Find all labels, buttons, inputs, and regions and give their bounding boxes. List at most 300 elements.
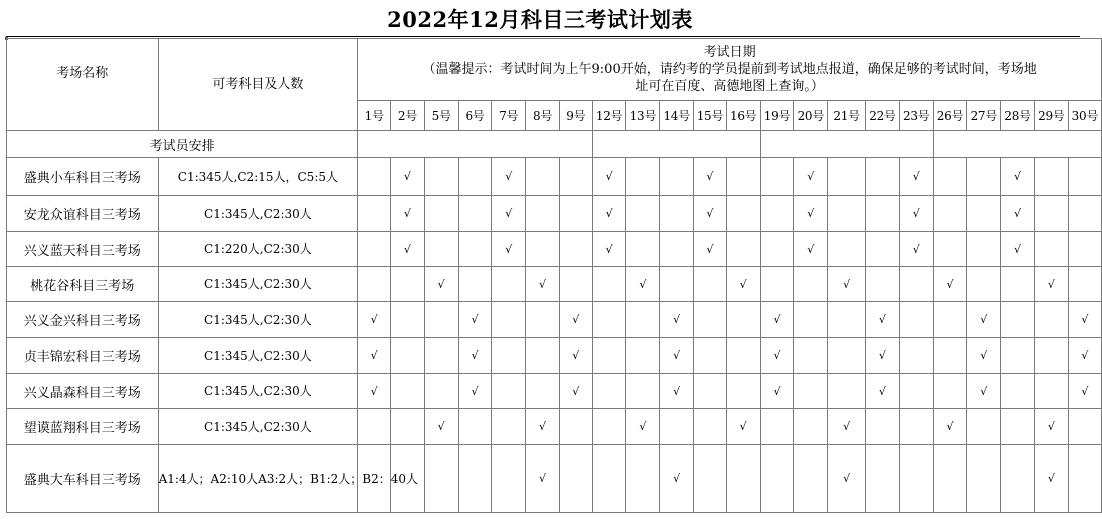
empty-day-cell [358, 158, 391, 196]
exam-day-check [1001, 232, 1035, 267]
empty-day-cell [424, 374, 458, 409]
empty-day-cell [828, 158, 866, 196]
exam-day-check [559, 302, 592, 338]
check-mark-icon: √ [773, 384, 781, 398]
empty-day-cell [526, 338, 560, 374]
empty-day-cell [391, 302, 425, 338]
empty-day-cell [626, 445, 660, 513]
check-mark-icon: √ [946, 420, 954, 433]
day-header: 26号 [933, 101, 967, 131]
empty-day-cell [1068, 409, 1101, 445]
empty-day-cell [967, 267, 1001, 302]
empty-day-cell [899, 374, 933, 409]
empty-day-cell [1068, 158, 1101, 196]
empty-day-cell [492, 445, 526, 513]
empty-day-cell [828, 302, 866, 338]
exam-day-check [899, 232, 933, 267]
check-mark-icon: √ [706, 207, 714, 220]
empty-day-cell [933, 232, 967, 267]
exam-schedule-table [6, 38, 1102, 513]
exam-day-check [424, 267, 458, 302]
day-header: 9号 [559, 101, 592, 131]
empty-day-cell [1001, 267, 1035, 302]
quota-cell: C1:345人,C2:30人 [158, 338, 358, 374]
check-mark-icon: √ [1047, 277, 1055, 291]
empty-day-cell [933, 338, 967, 374]
exam-day-check [592, 158, 626, 196]
exam-day-check [1068, 338, 1101, 374]
day-header: 12号 [592, 101, 626, 131]
check-mark-icon: √ [673, 349, 681, 362]
empty-day-cell [458, 158, 492, 196]
empty-day-cell [424, 158, 458, 196]
empty-day-cell [828, 338, 866, 374]
empty-day-cell [794, 445, 828, 513]
table-row [7, 267, 1102, 302]
empty-day-cell [760, 409, 794, 445]
check-mark-icon: √ [773, 313, 781, 326]
empty-day-cell [391, 338, 425, 374]
exam-day-check [760, 338, 794, 374]
exam-day-check [933, 267, 967, 302]
empty-day-cell [760, 445, 794, 513]
empty-day-cell [424, 445, 458, 513]
site-name-cell: 兴义金兴科目三考场 [7, 302, 159, 338]
empty-day-cell [967, 409, 1001, 445]
empty-day-cell [592, 409, 626, 445]
exam-day-check [660, 302, 694, 338]
day-header: 5号 [424, 101, 458, 131]
table-row [7, 338, 1102, 374]
check-mark-icon: √ [505, 170, 513, 183]
day-header: 1号 [358, 101, 391, 131]
empty-day-cell [358, 267, 391, 302]
check-mark-icon: √ [980, 384, 988, 398]
exam-day-check [559, 338, 592, 374]
empty-day-cell [492, 267, 526, 302]
empty-day-cell [866, 409, 900, 445]
date-title: 考试日期 [703, 45, 756, 60]
exam-day-check [760, 302, 794, 338]
check-mark-icon: √ [403, 170, 411, 183]
empty-day-cell [626, 374, 660, 409]
exam-day-check [967, 338, 1001, 374]
empty-day-cell [1001, 374, 1035, 409]
exam-day-check [726, 267, 760, 302]
empty-day-cell [458, 232, 492, 267]
examiner-cell [760, 131, 933, 158]
empty-day-cell [726, 374, 760, 409]
empty-day-cell [559, 158, 592, 196]
exam-day-check [828, 267, 866, 302]
check-mark-icon: √ [471, 349, 479, 362]
check-mark-icon: √ [370, 384, 378, 398]
empty-day-cell [424, 196, 458, 232]
check-mark-icon: √ [980, 313, 988, 326]
exam-day-check [358, 338, 391, 374]
header-exam-dates [358, 39, 1102, 101]
day-header: 14号 [660, 101, 694, 131]
day-header: 8号 [526, 101, 560, 131]
site-name-cell: 安龙众谊科目三考场 [7, 196, 159, 232]
check-mark-icon: √ [673, 313, 681, 326]
exam-day-check [358, 302, 391, 338]
check-mark-icon: √ [572, 313, 580, 326]
empty-day-cell [933, 196, 967, 232]
empty-day-cell [660, 232, 694, 267]
check-mark-icon: √ [706, 242, 714, 256]
empty-day-cell [933, 302, 967, 338]
empty-day-cell [933, 158, 967, 196]
examiner-cell [592, 131, 760, 158]
empty-day-cell [1034, 374, 1068, 409]
check-mark-icon: √ [471, 313, 479, 326]
exam-day-check [694, 158, 727, 196]
exam-day-check [828, 445, 866, 513]
empty-day-cell [794, 267, 828, 302]
table-row [7, 158, 1102, 196]
check-mark-icon: √ [706, 170, 714, 183]
empty-day-cell [391, 374, 425, 409]
check-mark-icon: √ [912, 242, 920, 256]
check-mark-icon: √ [1014, 170, 1022, 183]
empty-day-cell [1001, 302, 1035, 338]
exam-day-check [391, 158, 425, 196]
day-header: 19号 [760, 101, 794, 131]
exam-day-check [1068, 374, 1101, 409]
day-header: 27号 [967, 101, 1001, 131]
empty-day-cell [866, 158, 900, 196]
exam-day-check [592, 196, 626, 232]
check-mark-icon: √ [437, 277, 445, 291]
empty-day-cell [828, 374, 866, 409]
exam-day-check [458, 338, 492, 374]
exam-day-check [660, 338, 694, 374]
exam-day-check [899, 158, 933, 196]
empty-day-cell [1068, 445, 1101, 513]
empty-day-cell [660, 158, 694, 196]
exam-day-check [526, 445, 560, 513]
day-header: 29号 [1034, 101, 1068, 131]
site-name-cell: 兴义蓝天科目三考场 [7, 232, 159, 267]
exam-day-check [1001, 158, 1035, 196]
empty-day-cell [726, 445, 760, 513]
exam-day-check [424, 409, 458, 445]
examiner-cell [933, 131, 1101, 158]
empty-day-cell [967, 158, 1001, 196]
empty-day-cell [391, 409, 425, 445]
table-row [7, 232, 1102, 267]
quota-cell: C1:345人,C2:30人 [158, 374, 358, 409]
empty-day-cell [899, 302, 933, 338]
empty-day-cell [899, 409, 933, 445]
empty-day-cell [559, 232, 592, 267]
check-mark-icon: √ [843, 277, 851, 291]
empty-day-cell [828, 232, 866, 267]
site-name-cell: 望谟蓝翔科目三考场 [7, 409, 159, 445]
empty-day-cell [458, 267, 492, 302]
check-mark-icon: √ [843, 420, 851, 433]
empty-day-cell [458, 196, 492, 232]
exam-day-check [794, 232, 828, 267]
exam-day-check [1068, 302, 1101, 338]
empty-day-cell [933, 445, 967, 513]
exam-day-check [660, 374, 694, 409]
day-header: 15号 [694, 101, 727, 131]
quota-cell: C1:345人,C2:30人 [158, 409, 358, 445]
check-mark-icon: √ [605, 170, 613, 183]
empty-day-cell [1068, 196, 1101, 232]
empty-day-cell [358, 409, 391, 445]
empty-day-cell [626, 232, 660, 267]
check-mark-icon: √ [505, 242, 513, 256]
empty-day-cell [660, 267, 694, 302]
quota-cell: C1:220人,C2:30人 [158, 232, 358, 267]
empty-day-cell [760, 267, 794, 302]
empty-day-cell [458, 445, 492, 513]
empty-day-cell [559, 409, 592, 445]
empty-day-cell [726, 302, 760, 338]
day-header: 23号 [899, 101, 933, 131]
empty-day-cell [1068, 232, 1101, 267]
check-mark-icon: √ [370, 313, 378, 326]
table-row [7, 445, 1102, 513]
empty-day-cell [1034, 302, 1068, 338]
empty-day-cell [760, 158, 794, 196]
day-header: 7号 [492, 101, 526, 131]
check-mark-icon: √ [807, 170, 815, 183]
empty-day-cell [828, 196, 866, 232]
empty-day-cell [967, 196, 1001, 232]
empty-day-cell [626, 158, 660, 196]
exam-day-check [899, 196, 933, 232]
check-mark-icon: √ [912, 170, 920, 183]
exam-day-check [626, 267, 660, 302]
empty-day-cell [694, 267, 727, 302]
exam-day-check [1034, 409, 1068, 445]
day-header: 6号 [458, 101, 492, 131]
empty-day-cell [592, 267, 626, 302]
empty-day-cell [694, 445, 727, 513]
check-mark-icon: √ [1081, 313, 1089, 326]
check-mark-icon: √ [605, 207, 613, 220]
empty-day-cell [726, 338, 760, 374]
site-name-cell: 兴义晶森科目三考场 [7, 374, 159, 409]
notice-line-2: 址可在百度、高德地图上查询。） [635, 79, 824, 94]
check-mark-icon: √ [639, 420, 647, 433]
check-mark-icon: √ [878, 349, 886, 362]
check-mark-icon: √ [572, 384, 580, 398]
exam-day-check [866, 374, 900, 409]
exam-day-check [660, 445, 694, 513]
empty-day-cell [899, 338, 933, 374]
exam-day-check [492, 196, 526, 232]
day-header: 2号 [391, 101, 425, 131]
examiner-cell [358, 131, 592, 158]
empty-day-cell [726, 196, 760, 232]
exam-day-check [866, 302, 900, 338]
empty-day-cell [933, 374, 967, 409]
empty-day-cell [694, 302, 727, 338]
exam-day-check [559, 374, 592, 409]
exam-day-check [526, 267, 560, 302]
exam-day-check [828, 409, 866, 445]
empty-day-cell [492, 302, 526, 338]
check-mark-icon: √ [403, 207, 411, 220]
exam-day-check [967, 374, 1001, 409]
empty-day-cell [358, 196, 391, 232]
exam-day-check [933, 409, 967, 445]
exam-day-check [391, 232, 425, 267]
empty-day-cell [694, 374, 727, 409]
empty-day-cell [967, 445, 1001, 513]
empty-day-cell [559, 267, 592, 302]
empty-day-cell [794, 409, 828, 445]
empty-day-cell [526, 158, 560, 196]
day-header: 20号 [794, 101, 828, 131]
examiner-label: 考试员安排 [7, 131, 358, 158]
check-mark-icon: √ [539, 420, 547, 433]
day-header: 30号 [1068, 101, 1101, 131]
check-mark-icon: √ [1014, 207, 1022, 220]
day-header: 13号 [626, 101, 660, 131]
empty-day-cell [526, 374, 560, 409]
check-mark-icon: √ [1047, 420, 1055, 433]
exam-day-check [1034, 445, 1068, 513]
notice-line-1: （温馨提示：考试时间为上午9:00开始，请约考的学员提前到考试地点报道，确保足够的考试时间，考场地 [422, 62, 1037, 77]
check-mark-icon: √ [1047, 472, 1055, 485]
header-site-name: 考场名称 [7, 39, 159, 131]
check-mark-icon: √ [807, 207, 815, 220]
site-name-cell: 贞丰锦宏科目三考场 [7, 338, 159, 374]
quota-cell: C1:345人,C2:30人 [158, 302, 358, 338]
quota-cell: C1:345人,C2:15人，C5:5人 [158, 158, 358, 196]
day-header: 22号 [866, 101, 900, 131]
exam-day-check [1034, 267, 1068, 302]
empty-day-cell [660, 196, 694, 232]
table-row [7, 374, 1102, 409]
exam-day-check [391, 196, 425, 232]
day-header: 16号 [726, 101, 760, 131]
empty-day-cell [1001, 338, 1035, 374]
exam-day-check [1001, 196, 1035, 232]
empty-day-cell [1034, 338, 1068, 374]
header-row [7, 39, 1102, 101]
empty-day-cell [760, 196, 794, 232]
quota-cell: C1:345人,C2:30人 [158, 267, 358, 302]
check-mark-icon: √ [773, 349, 781, 362]
check-mark-icon: √ [980, 349, 988, 362]
exam-day-check [592, 232, 626, 267]
exam-day-check [458, 374, 492, 409]
empty-day-cell [492, 409, 526, 445]
empty-day-cell [866, 196, 900, 232]
check-mark-icon: √ [471, 384, 479, 398]
check-mark-icon: √ [370, 349, 378, 362]
empty-day-cell [1034, 232, 1068, 267]
check-mark-icon: √ [605, 242, 613, 256]
empty-day-cell [358, 232, 391, 267]
check-mark-icon: √ [1014, 242, 1022, 256]
empty-day-cell [694, 409, 727, 445]
empty-day-cell [794, 374, 828, 409]
empty-day-cell [526, 232, 560, 267]
check-mark-icon: √ [739, 420, 747, 433]
site-name-cell: 盛典小车科目三考场 [7, 158, 159, 196]
page-title: 2022年12月科目三考试计划表 [387, 7, 693, 32]
quota-cell: C1:345人,C2:30人 [158, 196, 358, 232]
header-subjects-quota: 可考科目及人数 [158, 39, 358, 131]
empty-day-cell [592, 302, 626, 338]
empty-day-cell [592, 338, 626, 374]
site-name-cell: 桃花谷科目三考场 [7, 267, 159, 302]
empty-day-cell [726, 232, 760, 267]
check-mark-icon: √ [539, 472, 547, 485]
empty-day-cell [559, 445, 592, 513]
empty-day-cell [1068, 267, 1101, 302]
check-mark-icon: √ [572, 349, 580, 362]
empty-day-cell [458, 409, 492, 445]
empty-day-cell [492, 374, 526, 409]
empty-day-cell [660, 409, 694, 445]
check-mark-icon: √ [878, 384, 886, 398]
empty-day-cell [1034, 158, 1068, 196]
empty-day-cell [899, 445, 933, 513]
table-row [7, 196, 1102, 232]
check-mark-icon: √ [403, 242, 411, 256]
site-name-cell: 盛典大车科目三考场 [7, 445, 159, 513]
empty-day-cell [592, 374, 626, 409]
exam-day-check [760, 374, 794, 409]
day-header: 21号 [828, 101, 866, 131]
empty-day-cell [899, 267, 933, 302]
exam-day-check [967, 302, 1001, 338]
quota-cell: A1:4人；A2:10人A3:2人；B1:2人；B2：40人 [158, 445, 358, 513]
check-mark-icon: √ [505, 207, 513, 220]
check-mark-icon: √ [673, 472, 681, 485]
empty-day-cell [1001, 445, 1035, 513]
exam-day-check [626, 409, 660, 445]
examiner-row [7, 131, 1102, 158]
exam-day-check [492, 158, 526, 196]
empty-day-cell [626, 302, 660, 338]
empty-day-cell [424, 338, 458, 374]
exam-day-check [358, 374, 391, 409]
check-mark-icon: √ [639, 277, 647, 291]
check-mark-icon: √ [739, 277, 747, 291]
check-mark-icon: √ [673, 384, 681, 398]
empty-day-cell [1001, 409, 1035, 445]
check-mark-icon: √ [1081, 349, 1089, 362]
empty-day-cell [694, 338, 727, 374]
empty-day-cell [794, 338, 828, 374]
empty-day-cell [866, 445, 900, 513]
table-row [7, 302, 1102, 338]
empty-day-cell [526, 302, 560, 338]
empty-day-cell [1034, 196, 1068, 232]
check-mark-icon: √ [912, 207, 920, 220]
check-mark-icon: √ [437, 420, 445, 433]
title-divider [6, 36, 1080, 37]
check-mark-icon: √ [807, 242, 815, 256]
exam-day-check [492, 232, 526, 267]
empty-day-cell [866, 267, 900, 302]
empty-day-cell [626, 338, 660, 374]
empty-day-cell [760, 232, 794, 267]
empty-day-cell [866, 232, 900, 267]
empty-day-cell [967, 232, 1001, 267]
empty-day-cell [559, 196, 592, 232]
